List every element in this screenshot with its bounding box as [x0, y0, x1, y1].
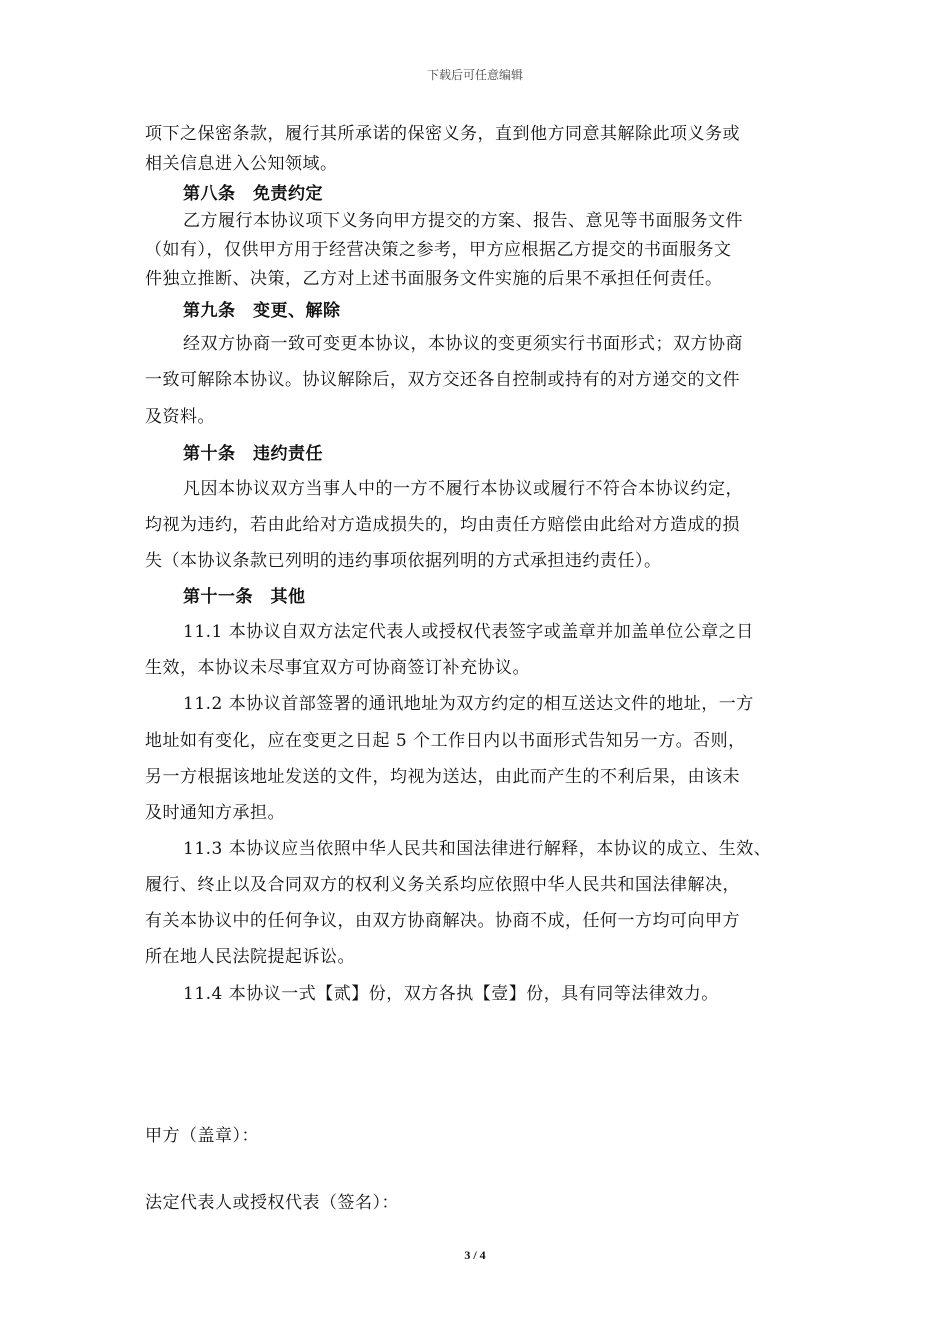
body-line: 11.3 本协议应当依照中华人民共和国法律进行解释，本协议的成立、生效、 [183, 839, 772, 859]
page-number: 3 / 4 [464, 1248, 486, 1262]
party-a-seal-label: 甲方（盖章）： [145, 1126, 259, 1146]
body-line: 一致可解除本协议。协议解除后，双方交还各自控制或持有的对方递交的文件 [145, 370, 740, 390]
body-line: 相关信息进入公知领域。 [145, 154, 338, 174]
representative-signature-label: 法定代表人或授权代表（签名）： [145, 1193, 399, 1213]
page-header: 下载后可任意编辑 [426, 68, 523, 82]
body-line: 11.4 本协议一式【贰】份，双方各执【壹】份，具有同等法律效力。 [183, 984, 719, 1004]
body-line: 项下之保密条款，履行其所承诺的保密义务，直到他方同意其解除此项义务或 [145, 124, 740, 144]
body-line: 及时通知方承担。 [145, 803, 285, 823]
body-line: 失（本协议条款已列明的违约事项依据列明的方式承担违约责任）。 [145, 551, 662, 571]
body-line: 生效，本协议未尽事宜双方可协商签订补充协议。 [145, 658, 530, 678]
body-line: 有关本协议中的任何争议，由双方协商解决。协商不成，任何一方均可向甲方 [145, 911, 740, 931]
section-heading: 第九条 变更、解除 [183, 301, 341, 321]
body-line: 乙方履行本协议项下义务向甲方提交的方案、报告、意见等书面服务文件 [183, 211, 743, 231]
section-heading: 第十条 违约责任 [183, 444, 323, 464]
body-line: 履行、终止以及合同双方的权利义务关系均应依照中华人民共和国法律解决， [145, 875, 740, 895]
body-line: 均视为违约，若由此给对方造成损失的，均由责任方赔偿由此给对方造成的损 [145, 515, 740, 535]
section-heading: 第八条 免责约定 [183, 184, 323, 204]
body-line: 凡因本协议双方当事人中的一方不履行本协议或履行不符合本协议约定， [183, 479, 743, 499]
body-line: 11.1 本协议自双方法定代表人或授权代表签字或盖章并加盖单位公章之日 [183, 622, 754, 642]
body-line: 地址如有变化，应在变更之日起 5 个工作日内以书面形式告知另一方。否则， [145, 731, 746, 751]
body-line: 件独立推断、决策，乙方对上述书面服务文件实施的后果不承担任何责任。 [145, 269, 723, 289]
section-heading: 第十一条 其他 [183, 587, 306, 607]
body-line: 所在地人民法院提起诉讼。 [145, 947, 355, 967]
body-line: 另一方根据该地址发送的文件，均视为送达，由此而产生的不利后果，由该未 [145, 767, 740, 787]
body-line: 经双方协商一致可变更本协议，本协议的变更须实行书面形式；双方协商 [183, 334, 743, 354]
body-line: （如有），仅供甲方用于经营决策之参考，甲方应根据乙方提交的书面服务文 [145, 240, 732, 260]
body-line: 及资料。 [145, 407, 215, 427]
body-line: 11.2 本协议首部签署的通讯地址为双方约定的相互送达文件的地址，一方 [183, 694, 754, 714]
